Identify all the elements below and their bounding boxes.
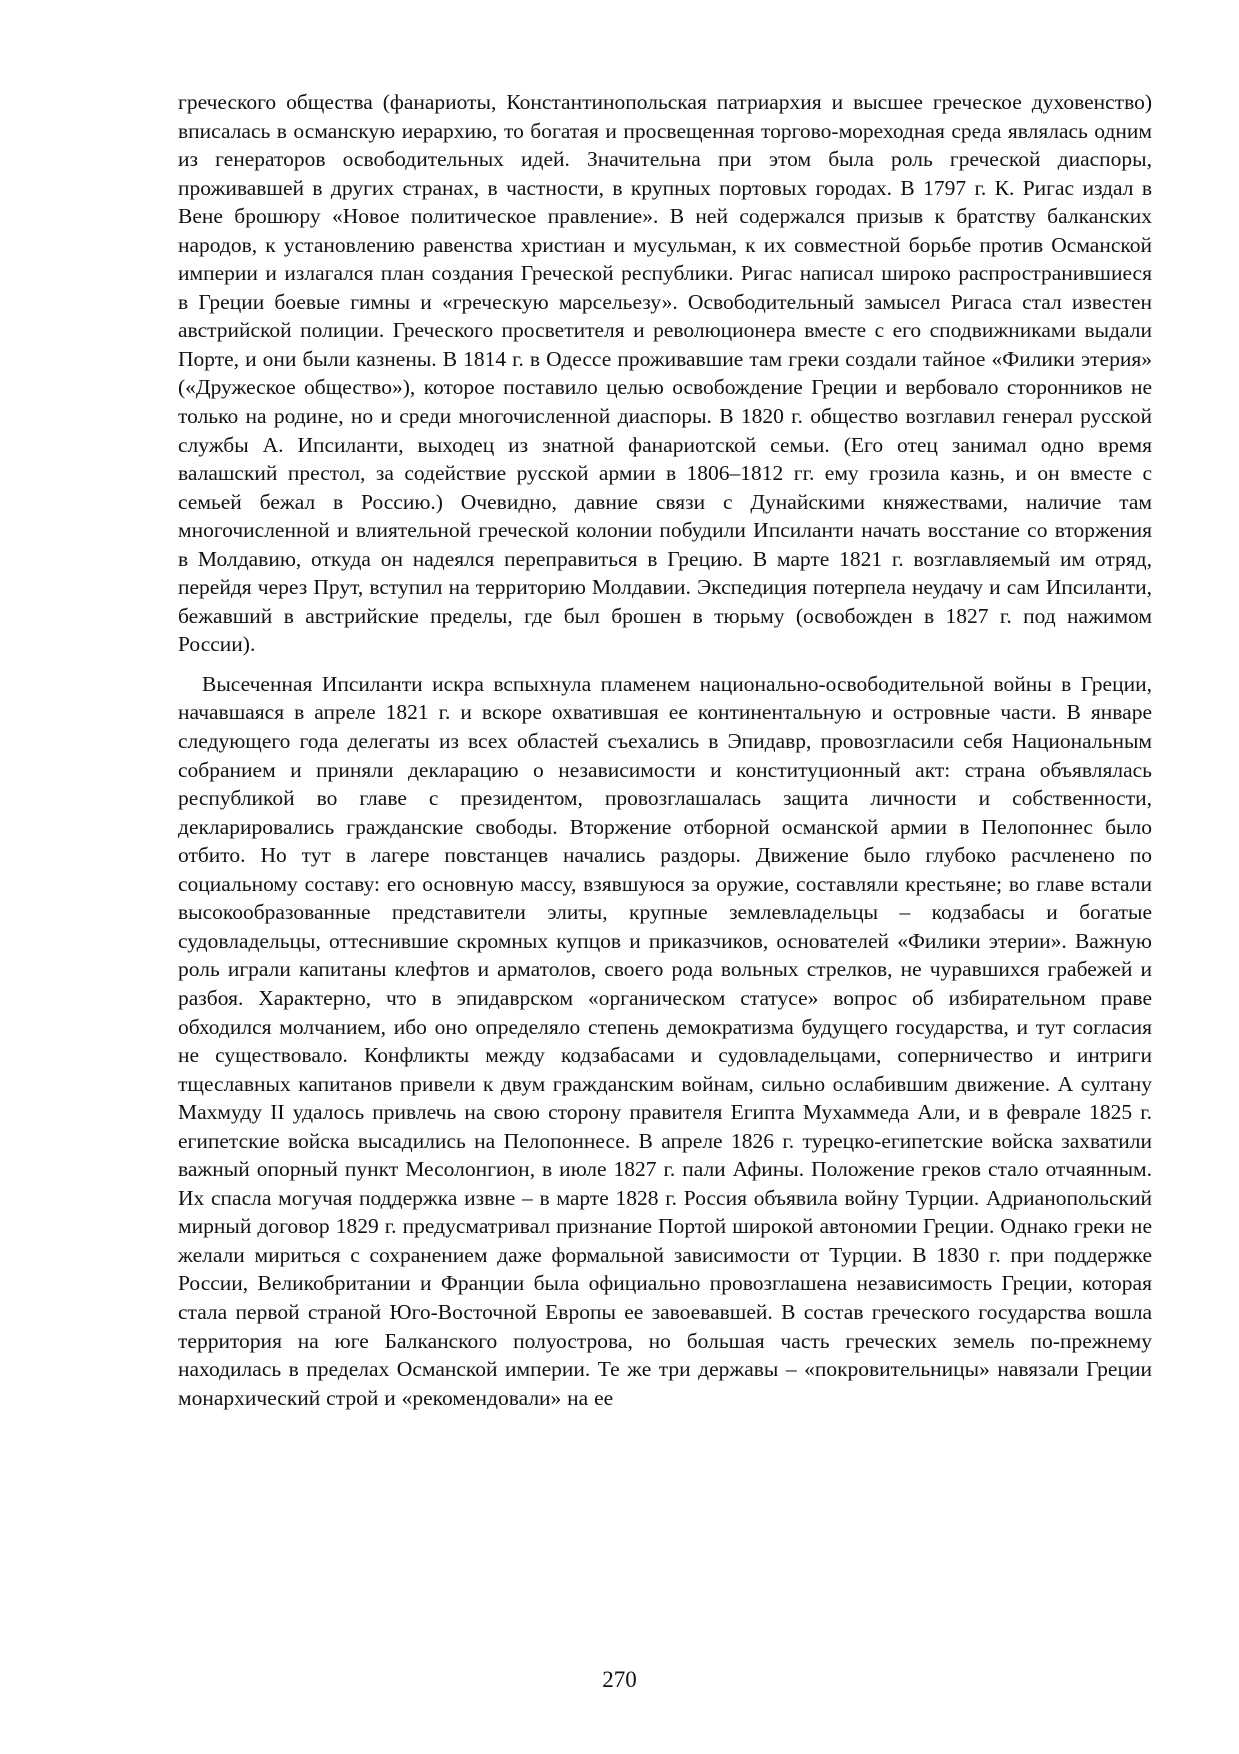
paragraph-1: греческого общества (фанариоты, Константинопольская патриархия и высшее греческое духовенство) вписалась в османскую иерархию, то богатая и просвещенная торгово-мореходная среда являлась одним из генераторов освободительных идей. Значительна при этом была роль греческой диаспоры, проживавшей в других странах, в частности, в крупных портовых городах. В 1797 г. К. Ригас издал в Вене брошюру «Новое политическое правление». В ней содержался призыв к братству балканских народов, к установлению равенства христиан и мусульман, к их совместной борьбе против Османской империи и излагался план создания Греческой республики. Ригас написал широко распространившиеся в Греции боевые гимны и «греческую марсельезу». Освободительный замысел Ригаса стал известен австрийской полиции. Греческого просветителя и революционера вместе с его сподвижниками выдали Порте, и они были казнены. В 1814 г. в Одессе проживавшие там греки создали тайное «Филики этерия» («Дружеское общество»), которое поставило целью освобождение Греции и вербовало сторонников не только на родине, но и среди многочисленной диаспоры. В 1820 г. общество возглавил генерал русской службы А. Ипсиланти, выходец из знатной фанариотской семьи. (Его отец занимал одно время валашский престол, за содействие русской армии в 1806–1812 гг. ему грозила казнь, и он вместе с семьей бежал в Россию.) Очевидно, давние связи с Дунайскими княжествами, наличие там многочисленной и влиятельной греческой колонии побудили Ипсиланти начать восстание со вторжения в Молдавию, откуда он надеялся переправиться в Грецию. В марте 1821 г. возглавляемый им отряд, перейдя через Прут, вступил на территорию Молдавии. Экспедиция потерпела неудачу и сам Ипсиланти, бежавший в австрийские пределы, где был брошен в тюрьму (освобожден в 1827 г. под нажимом России). xyxy=(178,90,1152,657)
page-body xyxy=(178,88,1152,1412)
page-number: 270 xyxy=(602,1667,637,1692)
paragraph-2: Высеченная Ипсиланти искра вспыхнула пламенем национально-освободительной войны в Греции, начавшаяся в апреле 1821 г. и вскоре охватившая ее континентальную и островные части. В январе следующего года делегаты из всех областей съехались в Эпидавр, провозгласили себя Национальным собранием и приняли декларацию о независимости и конституционный акт: страна объявлялась республикой во главе с президентом, провозглашалась защита личности и собственности, декларировались гражданские свободы. Вторжение отборной османской армии в Пелопоннес было отбито. Но тут в лагере повстанцев начались раздоры. Движение было глубоко расчленено по социальному составу: его основную массу, взявшуюся за оружие, составляли крестьяне; во главе встали высокообразованные представители элиты, крупные землевладельцы – кодзабасы и богатые судовладельцы, оттеснившие скромных купцов и приказчиков, основателей «Филики этерии». Важную роль играли капитаны клефтов и арматолов, своего рода вольных стрелков, не чуравшихся грабежей и разбоя. Характерно, что в эпидаврском «органическом статусе» вопрос об избирательном праве обходился молчанием, ибо оно определяло степень демократизма будущего государства, и тут согласия не существовало. Конфликты между кодзабасами и судовладельцами, соперничество и интриги тщеславных капитанов привели к двум гражданским войнам, сильно ослабившим движение. А султану Махмуду II удалось привлечь на свою сторону правителя Египта Мухаммеда Али, и в феврале 1825 г. египетские войска высадились на Пелопоннесе. В апреле 1826 г. турецко-египетские войска захватили важный опорный пункт Месолонгион, в июле 1827 г. пали Афины. Положение греков стало отчаянным. Их спасла могучая поддержка извне – в марте 1828 г. Россия объявила войну Турции. Адрианопольский мирный договор 1829 г. предусматривал признание Портой широкой автономии Греции. Однако греки не желали мириться с сохранением даже формальной зависимости от Турции. В 1830 г. при поддержке России, Великобритании и Франции была официально провозглашена независимость Греции, которая стала первой страной Юго-Восточной Европы ее завоевавшей. В состав греческого государства вошла территория на юге Балканского полуострова, но большая часть греческих земель по-прежнему находилась в пределах Османской империи. Те же три державы – «покровительницы» навязали Греции монархический строй и «рекомендовали» на ее xyxy=(178,671,1152,1410)
